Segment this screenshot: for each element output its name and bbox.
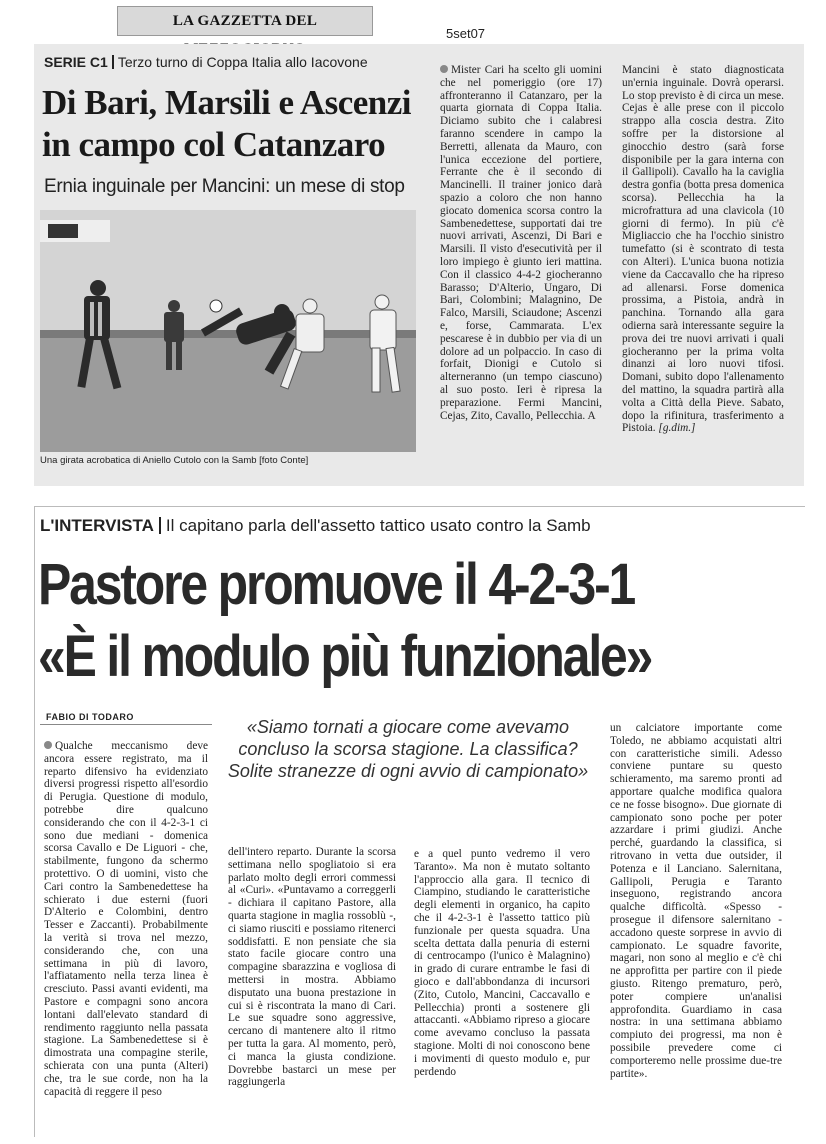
pull-quote: «Siamo tornati a giocare come avevamo concluso la scorsa stagione. La classifica? Solite stranezze di ogni avvio di campionato» bbox=[227, 717, 589, 781]
article-1-column-2 bbox=[622, 64, 784, 435]
article-2-col-3-text: e a quel punto vedremo il vero Taranto». Ma non è mutato soltanto l'approccio alla gara. Il tecnico di Ciampino, studiando le caratteristiche degli elementi in organico, ha capito che il 4-2-3-1 è l'assetto tattico più funzionale per questa squadra. Una scelta dettata dalla penuria di esterni di centrocampo (l'unico è Malagnino) in grado di curare entrambe le fasi di gioco e dall'abbondanza di incursori (Zito, Cutolo, Mancini, Caccavallo e Pellecchia) pronti a sostenere gli attaccanti. «Abbiamo ripreso a giocare come avevamo concluso la passata stagione. Molti di noi conoscono bene i movimenti di questo modulo e, pur perdendo bbox=[414, 848, 590, 1078]
article-1-column-1 bbox=[440, 64, 602, 422]
article-1-headline bbox=[42, 82, 422, 166]
article-2-column-3 bbox=[414, 848, 590, 1078]
headline-line-1: Di Bari, Marsili e Ascenzi bbox=[42, 83, 412, 122]
article-2-col-4-text: un calciatore importante come Toledo, ne abbiamo acquistati altri con caratteristiche simili. Adesso conviene puntare su questo schieramento, ma saremo pronti ad apportare qualche modifica qualora ce ne fosse bisogno». Due giornate di campionato sono poche per poter azzardare i primi giudizi. Anche perché, guardando la classifica, si ritrovano in vetta due outsider, il Potenza e il Lanciano. Salernitana, Gallipoli, Perugia e Taranto inseguono, registrando ancora qualche difficoltà. «Spesso - prosegue il difensore salernitano - accadono queste sorprese in avvio di campionato. Le squadre favorite, magari, non sono al meglio e c'è chi ne approfitta per partire con il piede giusto. Ritengo prematuro, però, poter compiere un'analisi approfondita. Guardiamo in casa nostra: in una settimana abbiamo compiuto dei progressi, ma non è possibile prevedere come ci comporteremo nelle prossime due-tre partite». bbox=[610, 722, 782, 1080]
article-2-column-1 bbox=[44, 740, 208, 1098]
article-1-subheadline: Ernia inguinale per Mancini: un mese di stop bbox=[44, 176, 405, 197]
bullet-dot-icon bbox=[440, 65, 448, 73]
kicker-label: SERIE C1 bbox=[44, 54, 108, 70]
article-1-col-2-text: Mancini è stato diagnosticata un'ernia inguinale. Dovrà operarsi. Lo stop previsto è di circa un mese. Cejas è alle prese con il piccolo strappo alla coscia destra. Zito soffre per la distorsione al ginocchio destro (sarà forse disponibile per la gara interna con il Gallipoli). Cavallo ha la caviglia destra gonfia (botta presa domenica scorsa). Pellecchia ha la microfrattura ad una clavicola (10 giorni di fermo). In più c'è Migliaccio che ha l'occhio sinistro tumefatto (si è scontrato di testa con Alteri). L'unica buona notizia viene da Caccavallo che ha ripreso ad allenarsi. Forse domenica prossima, a Pistoia, andrà in panchina. Tornando alla gara odierna sarà interessante seguire la prova dei tre nuovi arrivati i quali giocheranno per la prima volta dinanzi ai loro nuovi tifosi. Domani, subito dopo l'allenamento del mattino, la squadra partirà alla volta a Città della Pieve. Sabato, dopo la rifinitura, trasferimento a Pistoia. bbox=[622, 64, 784, 435]
kicker-text: Terzo turno di Coppa Italia allo Iacovone bbox=[117, 54, 368, 70]
article-2-column-4 bbox=[610, 722, 782, 1080]
article-2-column-2 bbox=[228, 846, 396, 1089]
byline-divider bbox=[40, 724, 212, 725]
article-2-col-1-text: Qualche meccanismo deve ancora essere registrato, ma il reparto difensivo ha evidenziato diversi progressi rispetto all'esordio di Perugia. Questione di modulo, potrebbe dire qualcuno considerando che con il 4-2-3-1 ci sono due mediani - domenica scorsa Cavallo e De Liguori - che, stabilmente, fungono da schermo protettivo. O di uomini, visto che Cari contro la Sambenedettese ha schierato i due esterni (fuori D'Alterio e Colombini, dentro Tesser e Zaccanti). Probabilmente la verità si trova nel mezzo, considerando che, con una settimana in più di lavoro, l'affiatamento nella terza linea è cresciuto. Passi avanti evidenti, ma Pastore e compagni sono ancora lontani dall'elevato standard di rendimento raggiunto nella passata stagione. La Sambenedettese si è dimostrata una compagine sterile, schierata con una punta (Alteri) che, tra le sue corde, non ha la capacità di reggere il peso bbox=[44, 740, 208, 1098]
article-2-kicker bbox=[40, 516, 591, 536]
match-photo-image bbox=[40, 210, 416, 452]
photo-caption: Una girata acrobatica di Aniello Cutolo con la Samb [foto Conte] bbox=[40, 455, 309, 466]
masthead: LA GAZZETTA DEL bbox=[117, 6, 373, 36]
article-1-kicker bbox=[44, 54, 368, 70]
article-2-headline-line-2: «È il modulo più funzionale» bbox=[38, 624, 652, 689]
byline: FABIO DI TODARO bbox=[46, 712, 134, 722]
match-photo bbox=[40, 210, 416, 452]
date-note: 5set07 bbox=[446, 26, 486, 41]
signature: [g.dim.] bbox=[658, 422, 696, 435]
kicker-text: Il capitano parla dell'assetto tattico usato contro la Samb bbox=[165, 516, 591, 535]
bullet-dot-icon bbox=[44, 741, 52, 749]
article-1-col-1-text: Mister Cari ha scelto gli uomini che nel pomeriggio (ore 17) affronteranno il Catanzaro, per la quarta giornata di Coppa Italia. Diciamo subito che i calabresi faranno scendere in campo la Berretti, allenata da Mauro, con l'unica eccezione del portiere, Ferrante che è il secondo di Mancinelli. Il trainer jonico darà spazio a coloro che non hanno giocato domenica scorsa contro la Sambenedettese, supportati dai tre nuovi arrivati, Ascenzi, Di Bari e Marsili. Il visto d'esecutività per il loro impiego è giunto ieri mattina. Con il classico 4-4-2 giocheranno Barasso; D'Alterio, Ungaro, Di Bari, Colombini; Malagnino, De Falco, Marsili, Sciaudone; Ascenzi e, forse, Cammarata. L'ex pescarese è in dubbio per via di un dolore ad un polpaccio. In caso di forfait, Dionigi e Cutolo si alterneranno (un tempo ciascuno) al suo posto. Ieri è ripresa la preparazione. Fermi Mancini, Cejas, Zito, Cavallo, Pellecchia. A bbox=[440, 64, 602, 422]
headline-line-2: in campo col Catanzaro bbox=[42, 125, 386, 164]
kicker-label: L'INTERVISTA bbox=[40, 516, 154, 535]
article-2-col-2-text: dell'intero reparto. Durante la scorsa settimana nello spogliatoio si era parlato molto degli errori commessi al «Curi». «Puntavamo a correggerli - dichiara il capitano Pastore, alla quarta stagione in maglia rossoblù -, ci siamo riusciti e possiamo ritenerci soddisfatti. E non pensiate che sia stato facile giocare contro una compagine sbarazzina e vogliosa di mettersi in mostra. Abbiamo disputato una buona prestazione in cui si è riscontrata la mano di Cari. Le sue squadre sono aggressive, cercano di mantenere alto il ritmo per tutta la gara. Al momento, però, ci manca la giusta condizione. Dovrebbe bastarci un mese per raggiungerla bbox=[228, 846, 396, 1089]
article-2-headline-line-1: Pastore promuove il 4-2-3-1 bbox=[38, 552, 635, 617]
